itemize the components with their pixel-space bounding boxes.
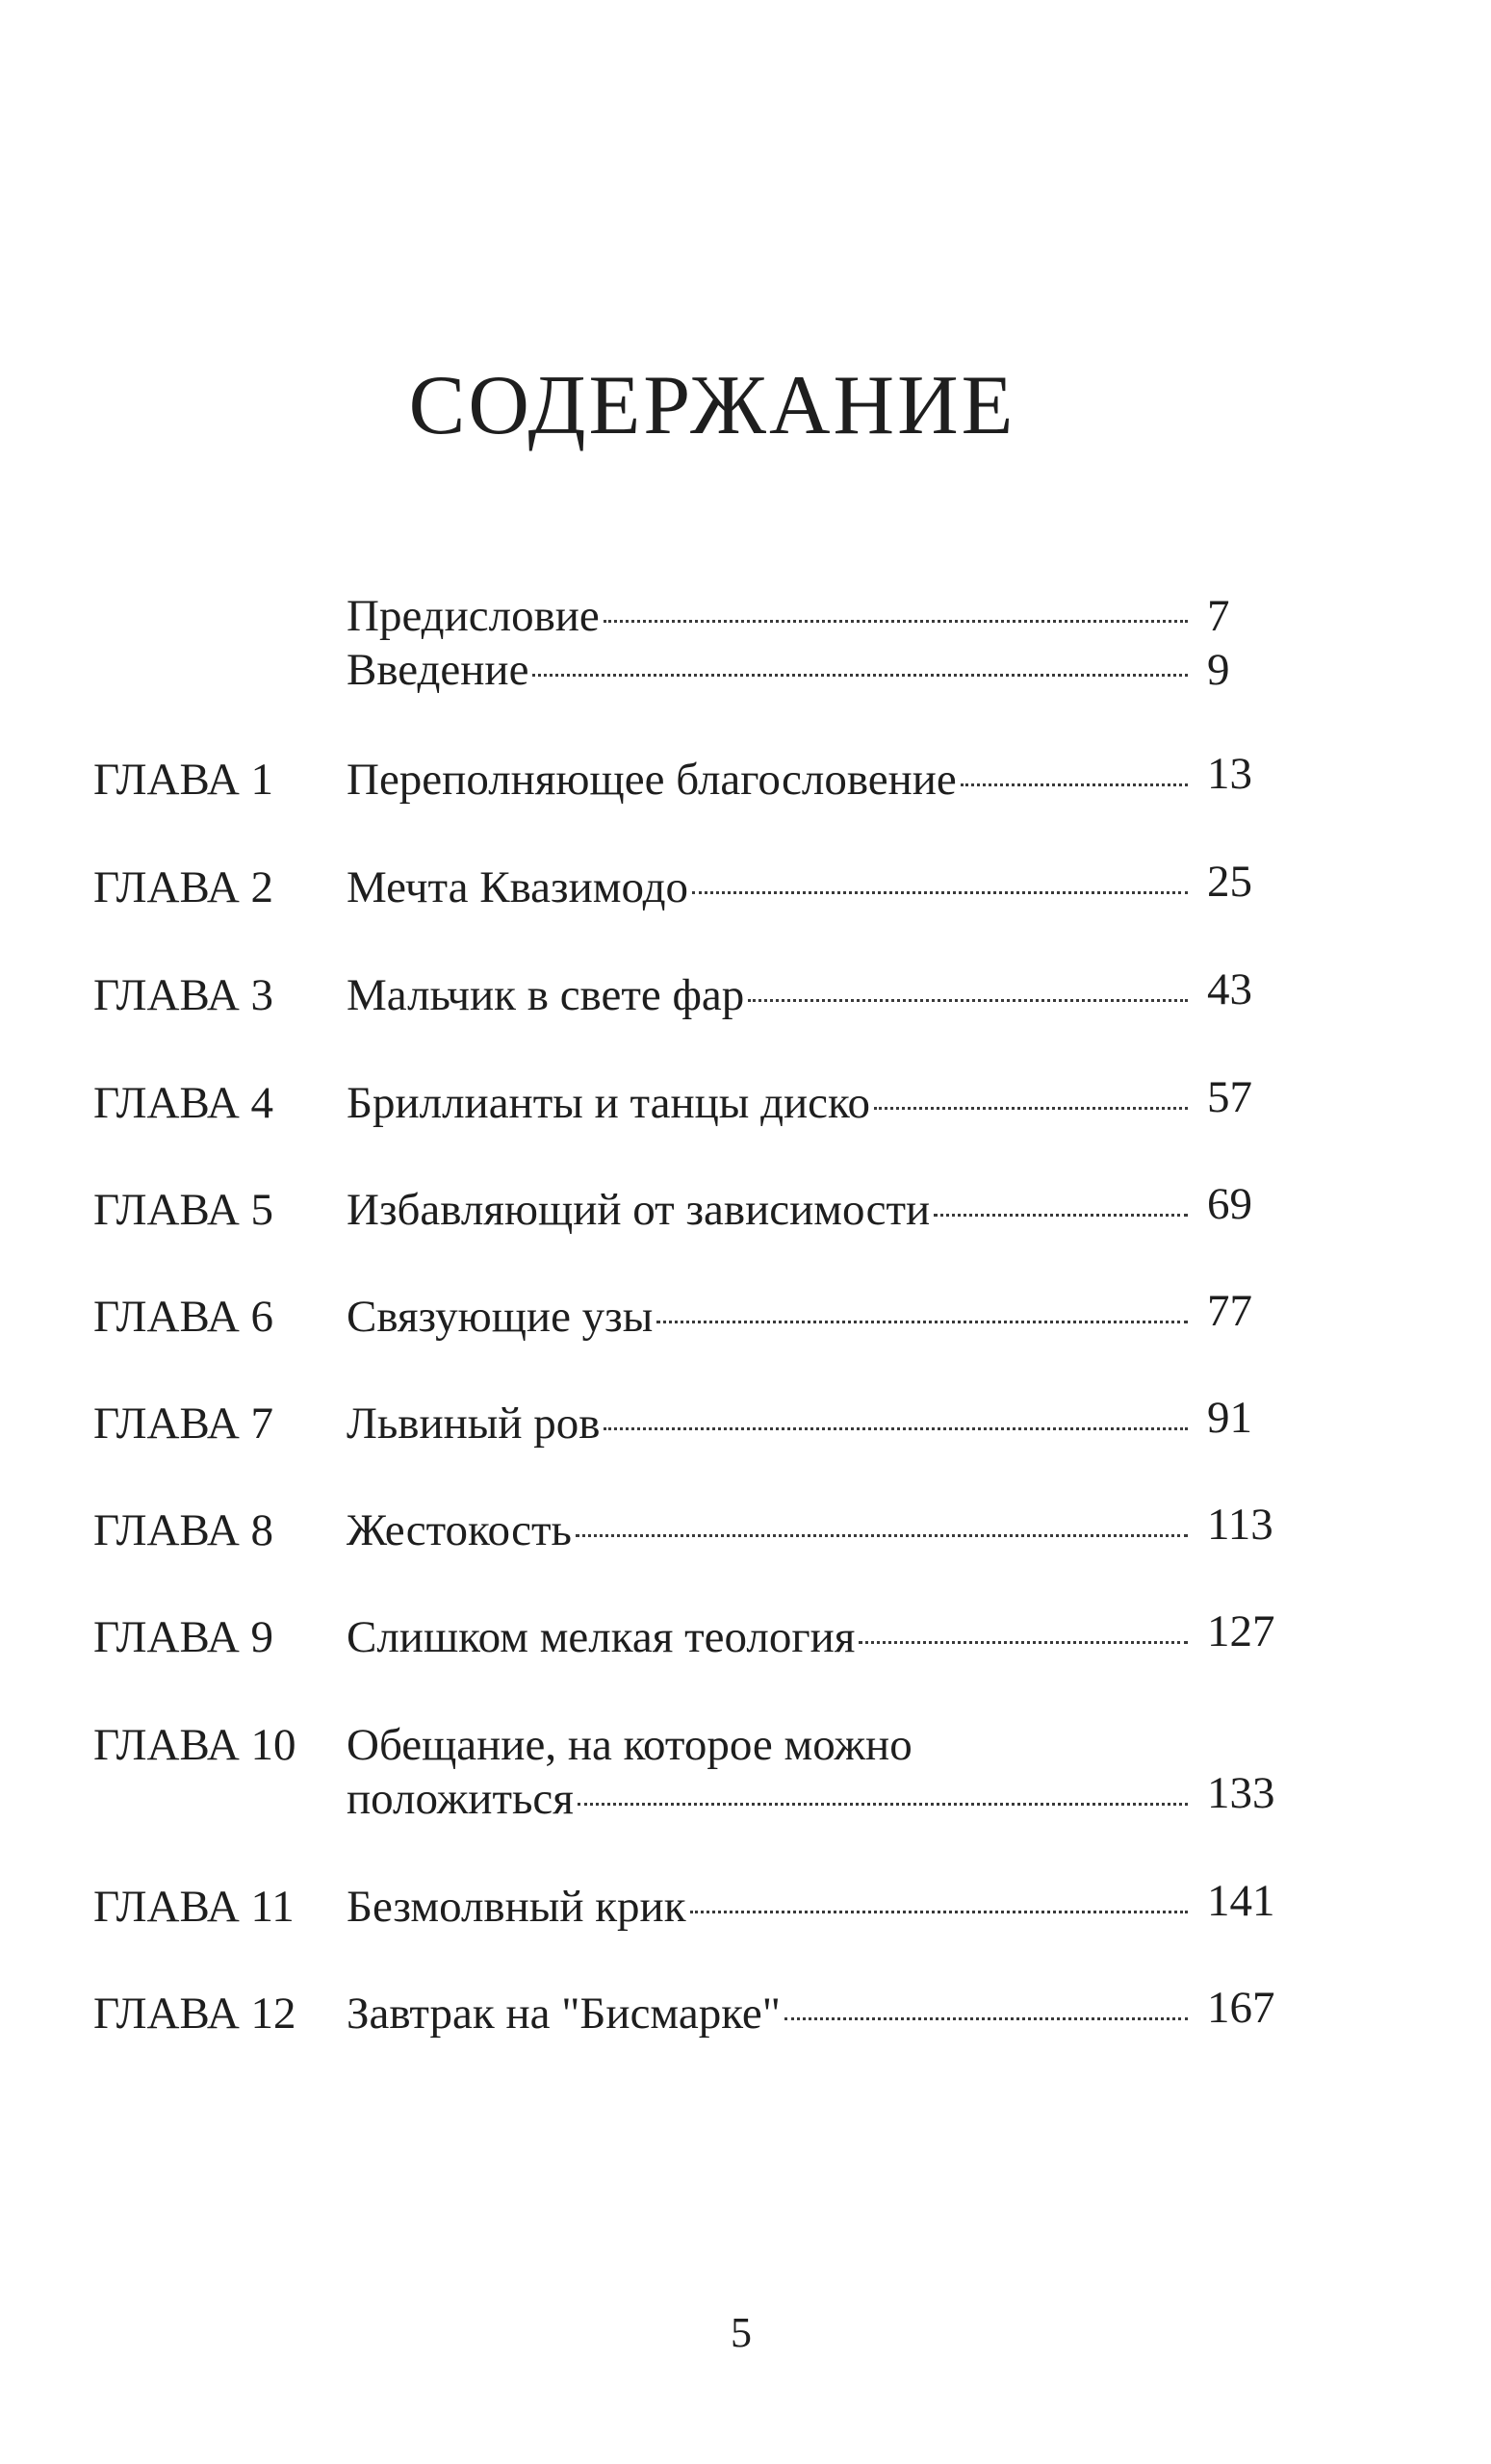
entry-title: Слишком мелкая теология — [347, 1612, 856, 1662]
entry-page-number: 57 — [1207, 1072, 1252, 1122]
dot-leader — [690, 1911, 1188, 1913]
chapter-label: ГЛАВА 8 — [93, 1505, 274, 1555]
entry-page-number: 77 — [1207, 1286, 1252, 1336]
entry-page-number: 141 — [1207, 1876, 1275, 1926]
chapter-label: ГЛАВА 5 — [93, 1185, 274, 1235]
dot-leader — [656, 1321, 1188, 1323]
entry-page-number: 133 — [1207, 1768, 1275, 1818]
page-title: СОДЕРЖАНИЕ — [408, 359, 1016, 452]
dot-leader — [604, 1427, 1188, 1430]
chapter-label: ГЛАВА 7 — [93, 1399, 274, 1449]
entry-title-line-1: Обещание, на которое можно — [347, 1720, 913, 1770]
dot-leader — [859, 1641, 1188, 1644]
entry-page-number: 7 — [1207, 591, 1230, 641]
chapter-label: ГЛАВА 2 — [93, 862, 274, 912]
entry-page-number: 167 — [1207, 1983, 1275, 2033]
entry-title: Мальчик в свете фар — [347, 970, 745, 1020]
entry-page-number: 91 — [1207, 1393, 1252, 1443]
chapter-label: ГЛАВА 6 — [93, 1292, 274, 1342]
dot-leader — [692, 891, 1188, 894]
chapter-label: ГЛАВА 9 — [93, 1612, 274, 1662]
entry-page-number: 25 — [1207, 857, 1252, 907]
entry-title: Львиный ров — [347, 1399, 601, 1449]
entry-title: Бриллианты и танцы диско — [347, 1078, 870, 1128]
dot-leader — [576, 1534, 1188, 1537]
entry-page-number: 127 — [1207, 1606, 1275, 1656]
chapter-label: ГЛАВА 1 — [93, 755, 274, 805]
footer-page-number: 5 — [731, 2309, 752, 2356]
dot-leader — [961, 783, 1188, 786]
entry-page-number: 9 — [1207, 645, 1230, 695]
dot-leader — [784, 2017, 1188, 2020]
dot-leader — [874, 1107, 1188, 1110]
entry-title: Мечта Квазимодо — [347, 862, 689, 912]
chapter-label: ГЛАВА 4 — [93, 1078, 274, 1128]
entry-title: Введение — [347, 645, 529, 695]
dot-leader — [578, 1803, 1188, 1806]
chapter-label: ГЛАВА 11 — [93, 1882, 295, 1932]
dot-leader — [604, 620, 1188, 623]
entry-page-number: 13 — [1207, 749, 1252, 799]
chapter-label: ГЛАВА 12 — [93, 1989, 296, 2039]
entry-page-number: 69 — [1207, 1179, 1252, 1229]
entry-title: Связующие узы — [347, 1292, 654, 1342]
chapter-label: ГЛАВА 3 — [93, 970, 274, 1020]
chapter-label: ГЛАВА 10 — [93, 1720, 296, 1770]
entry-title-line-2: положиться — [347, 1774, 574, 1824]
dot-leader — [748, 999, 1188, 1002]
entry-title: Жестокость — [347, 1505, 572, 1555]
entry-page-number: 113 — [1207, 1500, 1273, 1550]
entry-page-number: 43 — [1207, 964, 1252, 1014]
entry-title: Предисловие — [347, 591, 600, 641]
entry-title: Безмолвный крик — [347, 1882, 686, 1932]
dot-leader — [532, 674, 1188, 677]
entry-title: Переполняющее благословение — [347, 755, 957, 805]
dot-leader — [934, 1214, 1188, 1217]
entry-title: Завтрак на "Бисмарке" — [347, 1989, 781, 2039]
entry-title: Избавляющий от зависимости — [347, 1185, 931, 1235]
